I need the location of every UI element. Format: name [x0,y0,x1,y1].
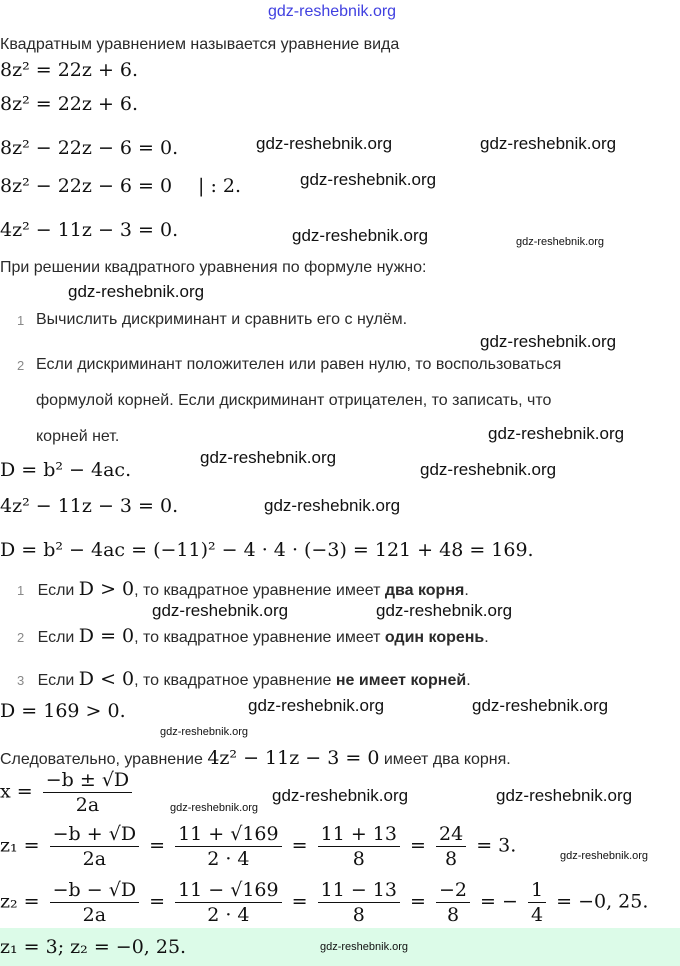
watermark-top: gdz-reshebnik.org [268,3,397,20]
watermark: gdz-reshebnik.org [256,134,393,153]
case-bold: один корень [384,629,485,646]
conclusion-post: имеет два корня. [379,751,511,768]
fraction-denominator: 2 · 4 [207,904,250,926]
case-bold: не имеет корней [335,672,467,689]
case-pre: Если [37,629,79,646]
conclusion-math: 4z² − 11z − 3 = 0 [207,747,380,769]
fraction-denominator: 8 [352,904,365,926]
watermark: gdz-reshebnik.org [68,282,205,301]
conclusion-pre: Следовательно, уравнение [0,751,208,768]
intro-text: Квадратным уравнением называется уравнение вида [0,36,400,53]
fraction-denominator: 2a [75,794,100,816]
case-number: 3 [17,673,25,688]
watermark: gdz-reshebnik.org [272,786,409,805]
fraction-numerator: 11 + 13 [318,822,400,847]
divide-note: | : 2. [198,175,242,197]
root-lhs: x = [0,780,33,803]
case-mid: , то квадратное уравнение [134,672,336,689]
case-math: D > 0 [78,578,135,600]
watermark: gdz-reshebnik.org [480,134,617,153]
watermark: gdz-reshebnik.org [200,448,337,467]
z2-lhs: z₂ = [0,890,40,913]
case-number: 2 [17,630,25,645]
root-z1: z₁ = $\frac{-b + √D}{2a}$ = $\frac{11 + √169}{2 \cdot 4}$ = $\frac{11 + 13}{8}$ = $\frac{24}{8}$ = 3. [0,823,517,870]
fraction-numerator: −2 [436,878,470,903]
case-item [17,577,469,601]
answer-box [0,928,680,966]
case-pre: Если [37,582,79,599]
step-text: формулой корней. Если дискриминант отрицателен, то записать, что [36,392,552,409]
watermark: gdz-reshebnik.org [420,460,557,479]
watermark: gdz-reshebnik.org [320,941,409,953]
watermark: gdz-reshebnik.org [376,601,513,620]
case-post: . [466,672,471,689]
watermark: gdz-reshebnik.org [480,332,617,351]
step-number: 1 [17,313,25,328]
case-pre: Если [37,672,79,689]
fraction-denominator: 2a [82,848,107,870]
fraction-numerator: 11 − √169 [175,878,282,903]
discriminant-formula: D = b² − 4ac. [0,459,132,481]
fraction-numerator: 1 [528,878,546,903]
fraction-denominator: 2 · 4 [207,848,250,870]
fraction-denominator: 4 [530,904,544,926]
fraction-numerator: 11 + √169 [175,822,282,847]
z1-result: = 3. [476,834,517,857]
z1-lhs: z₁ = [0,834,40,857]
fraction-numerator: −b ± √D [43,768,132,793]
case-item [17,624,489,648]
equation-2: 8z² = 22z + 6. [0,93,139,115]
case-bold: два корня [384,582,465,599]
fraction-denominator: 2a [82,904,107,926]
case-post: . [464,582,469,599]
case-post: . [484,629,489,646]
method-intro: При решении квадратного уравнения по формуле нужно: [0,259,427,276]
equation-1: 8z² = 22z + 6. [0,59,139,81]
step-text: Вычислить дискриминант и сравнить его с нулём. [36,311,408,328]
discriminant-calc: D = b² − 4ac = (−11)² − 4 · 4 · (−3) = 121 + 48 = 169. [0,539,534,561]
fraction-denominator: 8 [445,848,458,870]
fraction-denominator: 8 [446,904,460,926]
watermark: gdz-reshebnik.org [560,850,649,862]
root-z2: z₂ = $\frac{-b - √D}{2a}$ = $\frac{11 - √169}{2 \cdot 4}$ = $\frac{11 - 13}{8}$ = $\frac{-2}{8}$ = − $\frac{1}{4}$ = −0, 25. [0,879,649,926]
step-text: корней нет. [36,428,120,445]
answer-text: z₁ = 3; z₂ = −0, 25. [0,936,187,958]
case-mid: , то квадратное уравнение имеет [134,582,385,599]
equation-4: 8z² − 22z − 6 = 0 [0,175,173,197]
fraction-numerator: 11 − 13 [318,878,400,903]
case-item [17,667,471,691]
z2-result: = −0, 25. [556,890,649,913]
watermark: gdz-reshebnik.org [516,236,605,248]
case-math: D = 0 [78,625,135,647]
watermark: gdz-reshebnik.org [488,424,625,443]
fraction-numerator: −b − √D [50,878,139,903]
case-mid: , то квадратное уравнение имеет [134,629,385,646]
watermark: gdz-reshebnik.org [248,696,385,715]
equation-5: 4z² − 11z − 3 = 0. [0,219,179,241]
watermark: gdz-reshebnik.org [472,696,609,715]
fraction-numerator: 24 [436,822,466,847]
equation-3: 8z² − 22z − 6 = 0. [0,137,179,159]
root-formula [0,768,136,817]
conclusion [0,746,511,770]
case-math: D < 0 [78,668,135,690]
step-text: Если дискриминант положителен или равен нулю, то воспользоваться [36,356,562,373]
equation-6: 4z² − 11z − 3 = 0. [0,495,179,517]
watermark: gdz-reshebnik.org [160,726,249,738]
watermark: gdz-reshebnik.org [170,802,259,814]
fraction-numerator: −b + √D [50,822,139,847]
watermark: gdz-reshebnik.org [264,496,401,515]
watermark: gdz-reshebnik.org [292,226,429,245]
discriminant-value: D = 169 > 0. [0,700,126,722]
watermark: gdz-reshebnik.org [152,601,289,620]
case-number: 1 [17,583,25,598]
watermark: gdz-reshebnik.org [300,170,437,189]
watermark: gdz-reshebnik.org [496,786,633,805]
step-number: 2 [17,358,25,373]
fraction-denominator: 8 [352,848,365,870]
